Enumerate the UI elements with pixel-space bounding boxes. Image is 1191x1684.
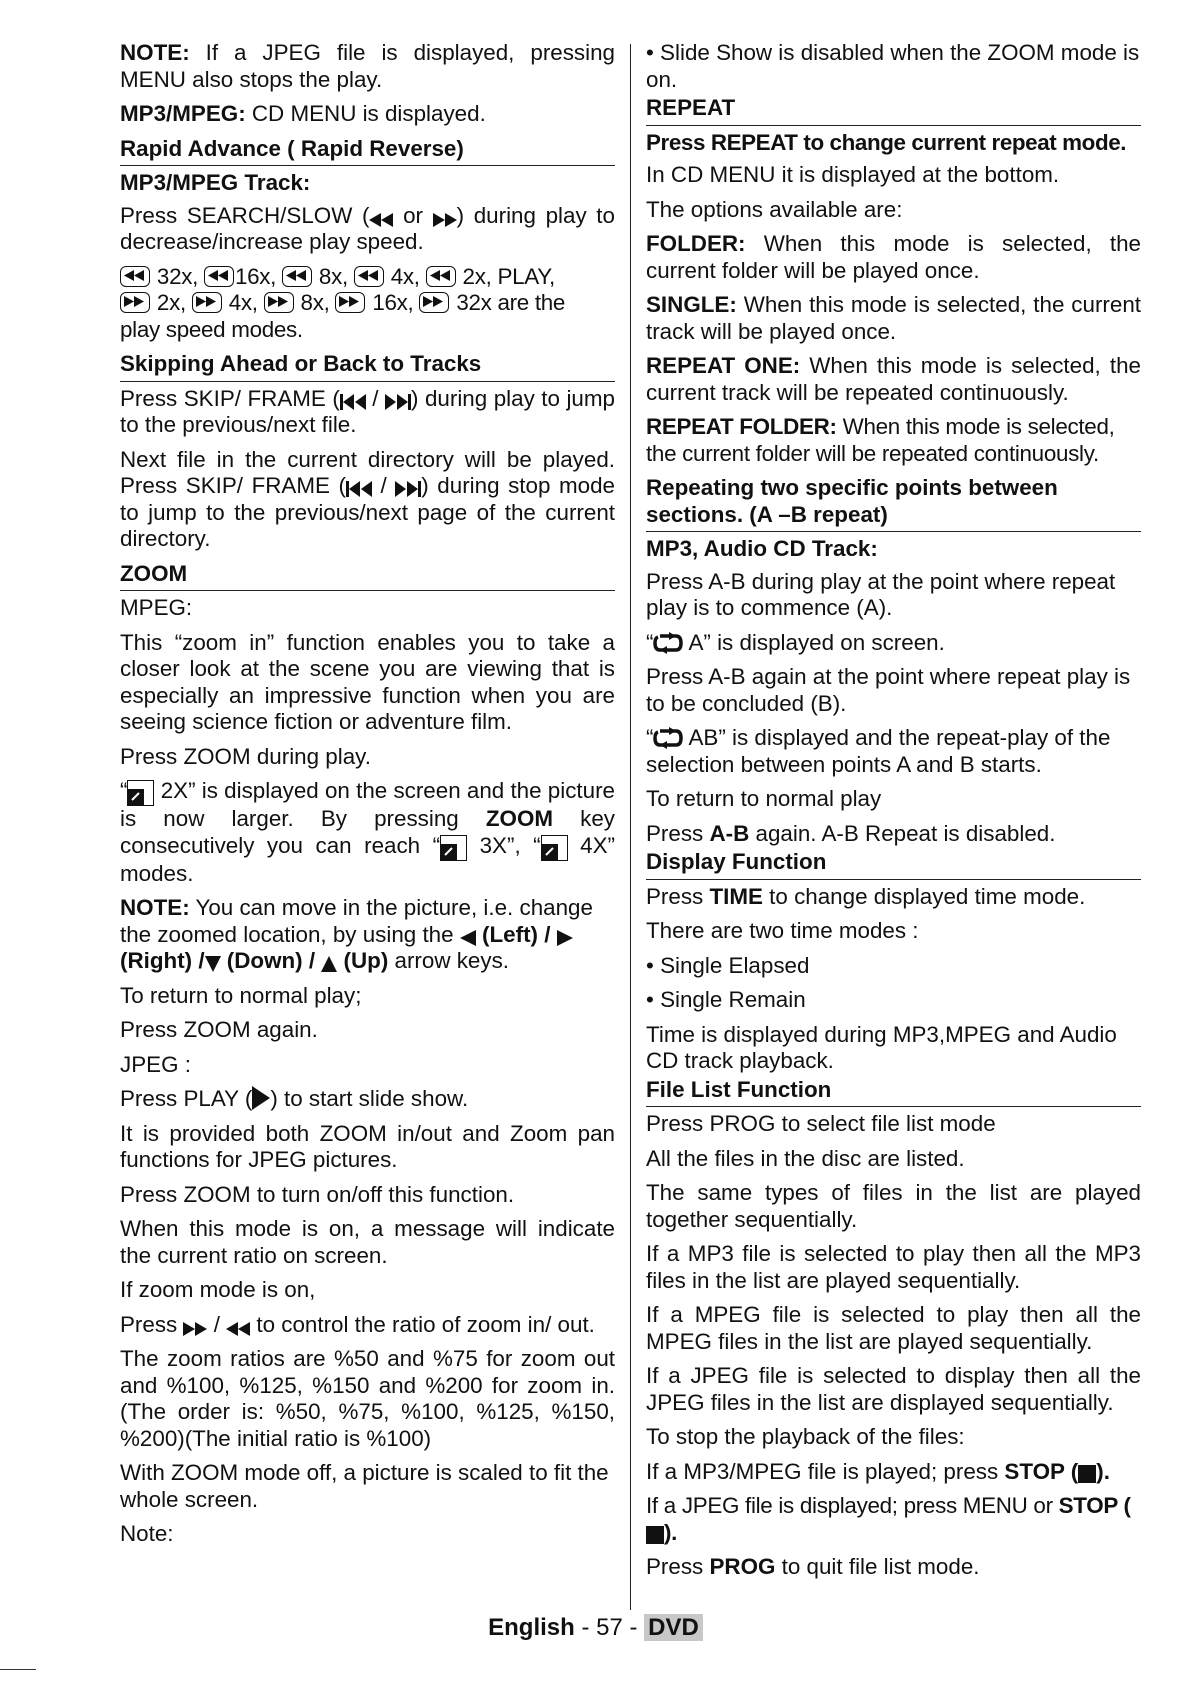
fast-forward-key-icon: [120, 292, 150, 313]
skip-previous-icon: [346, 481, 372, 497]
zoom-icon: [127, 780, 154, 806]
footer-page-number: - 57 -: [574, 1614, 645, 1641]
note-label: Note:: [120, 1521, 174, 1546]
return-normal-play: To return to normal play;: [120, 982, 362, 1008]
zoom-levels-paragraph: “ 2X” is displayed on the screen and the picture is now larger. By pressing ZOOM key consecutively you can reach “ 3X”, “ 4X” modes.: [120, 778, 615, 886]
zoom-heading: ZOOM: [120, 561, 615, 592]
press-play-slideshow: Press PLAY ( ) to start slide show.: [120, 1086, 469, 1111]
file-list-heading: File List Function: [646, 1077, 1141, 1108]
repeat-icon: [653, 632, 683, 654]
rewind-key-icon: [426, 266, 456, 287]
zoom-ratios: The zoom ratios are %50 and %75 for zoom out and %100, %125, %150 and %200 for zoom in. (The order is: %50, %75, %100, %125, %150, %200)(The initial ratio is %100): [120, 1346, 615, 1451]
if-zoom-mode-on: If zoom mode is on,: [120, 1277, 316, 1302]
right-column: [646, 40, 1141, 1589]
same-types-played: The same types of files in the list are played together sequentially.: [646, 1180, 1141, 1232]
mp3-selected: If a MP3 file is selected to play then all the MP3 files in the list are played sequentially.: [646, 1241, 1141, 1293]
mp3-cd-menu: MP3/MPEG: CD MENU is displayed.: [120, 101, 486, 126]
ab-displayed: “ AB” is displayed and the repeat-play of the selection between points A and B starts.: [646, 725, 1111, 777]
note-jpeg-menu: NOTE: If a JPEG file is displayed, pressing MENU also stops the play.: [120, 40, 615, 92]
to-stop-playback: To stop the playback of the files:: [646, 1424, 965, 1449]
fast-forward-key-icon: [419, 292, 449, 313]
rewind-icon: [226, 1322, 250, 1336]
options-available: The options available are:: [646, 196, 903, 222]
mpeg-label: MPEG:: [120, 595, 193, 620]
speed-modes: 32x, 16x, 8x, 4x, 2x, PLAY, 2x, 4x, 8x, 16x, 32x are the play speed modes.: [120, 263, 566, 342]
press-zoom-during-play: Press ZOOM during play.: [120, 743, 371, 769]
repeat-heading: REPEAT: [646, 95, 1141, 126]
quit-file-list: Press PROG to quit file list mode.: [646, 1554, 980, 1579]
mpeg-selected: If a MPEG file is selected to play then all the MPEG files in the list are played sequentially.: [646, 1302, 1141, 1354]
zoom-icon: [440, 835, 467, 861]
single-option: SINGLE: When this mode is selected, the current track will be played once.: [646, 292, 1141, 344]
skip-next-icon: [385, 394, 411, 410]
fast-forward-icon: [183, 1322, 207, 1336]
repeat-one-option: REPEAT ONE: When this mode is selected, the current track will be repeated continuously.: [646, 353, 1141, 405]
press-ab-commence: Press A-B during play at the point where repeat play is to commence (A).: [646, 568, 1116, 620]
mp3-audio-cd-subheading: MP3, Audio CD Track:: [646, 536, 878, 561]
skipping-heading: Skipping Ahead or Back to Tracks: [120, 351, 615, 382]
stop-icon: [646, 1526, 664, 1544]
fast-forward-icon: [433, 213, 457, 227]
play-icon: [252, 1086, 270, 1110]
press-zoom-toggle: Press ZOOM to turn on/off this function.: [120, 1181, 515, 1207]
time-mode-item: • Single Remain: [646, 987, 806, 1012]
mp3-mpeg-track-subheading: MP3/MPEG Track:: [120, 170, 311, 195]
mode-on-message: When this mode is on, a message will indicate the current ratio on screen.: [120, 1216, 615, 1268]
rewind-key-icon: [354, 266, 384, 287]
column-divider: [630, 44, 631, 1610]
bullet: •: [646, 987, 661, 1012]
rapid-advance-heading: Rapid Advance ( Rapid Reverse): [120, 136, 615, 167]
return-normal-play-right: To return to normal play: [646, 786, 882, 811]
arrow-right-icon: [557, 930, 573, 946]
press-time: Press TIME to change displayed time mode.: [646, 883, 1086, 909]
zoom-icon: [541, 835, 568, 861]
arrow-down-icon: [205, 956, 221, 972]
rewind-icon: [369, 213, 393, 227]
repeat-icon: [653, 727, 683, 749]
ab-repeat-heading: Repeating two specific points between sections. (A –B repeat): [646, 475, 1141, 532]
time-mode-item: • Single Elapsed: [646, 952, 810, 978]
jpeg-stop: If a JPEG file is displayed; press MENU or STOP ().: [646, 1493, 1131, 1545]
skip-previous-icon: [340, 394, 366, 410]
arrow-up-icon: [321, 956, 337, 972]
press-prog-select: Press PROG to select file list mode: [646, 1111, 996, 1136]
rewind-key-icon: [120, 266, 150, 287]
left-column: [120, 40, 615, 1556]
cd-menu-bottom: In CD MENU it is displayed at the bottom.: [646, 162, 1060, 187]
arrow-keys-note: NOTE: You can move in the picture, i.e. change the zoomed location, by using the (Left) / (Right) / (Down) / (Up) arrow keys.: [120, 895, 593, 973]
slideshow-disabled: • Slide Show is disabled when the ZOOM mode is on.: [646, 40, 1140, 92]
zoom-description: This “zoom in” function enables you to take a closer look at the scene you are viewing that is especially an impressive function when you are seeing science fiction or adventure film.: [120, 629, 615, 734]
page-footer: [0, 1614, 1191, 1642]
folder-option: FOLDER: When this mode is selected, the current folder will be played once.: [646, 231, 1141, 283]
a-displayed: “ A” is displayed on screen.: [646, 629, 945, 655]
press-ab-conclude: Press A-B again at the point where repeat play is to be concluded (B).: [646, 664, 1131, 716]
zoom-off-scaled: With ZOOM mode off, a picture is scaled to fit the whole screen.: [120, 1460, 609, 1512]
press-zoom-again: Press ZOOM again.: [120, 1017, 318, 1042]
repeat-subheading: Press REPEAT to change current repeat mode.: [646, 129, 1127, 155]
repeat-folder-option: REPEAT FOLDER: When this mode is selected, the current folder will be repeated continuously.: [646, 414, 1115, 466]
arrow-left-icon: [460, 930, 476, 946]
jpeg-selected: If a JPEG file is selected to display then all the JPEG files in the list are displayed sequentially.: [646, 1363, 1141, 1415]
stop-icon: [1078, 1465, 1096, 1483]
bullet: •: [646, 952, 661, 978]
footer-section-badge: DVD: [644, 1614, 703, 1641]
corner-rule: [0, 1669, 36, 1670]
fast-forward-key-icon: [264, 292, 294, 313]
skip-next-icon: [395, 481, 421, 497]
zoom-pan-provided: It is provided both ZOOM in/out and Zoom pan functions for JPEG pictures.: [120, 1120, 615, 1172]
mp3-stop: If a MP3/MPEG file is played; press STOP ( ).: [646, 1458, 1110, 1484]
display-function-heading: Display Function: [646, 849, 1141, 880]
rewind-key-icon: [282, 266, 312, 287]
fast-forward-key-icon: [192, 292, 222, 313]
time-displayed: Time is displayed during MP3,MPEG and Audio CD track playback.: [646, 1021, 1117, 1073]
control-ratio-paragraph: Press / to control the ratio of zoom in/ out.: [120, 1311, 595, 1337]
press-ab-disable: Press A-B again. A-B Repeat is disabled.: [646, 820, 1056, 846]
jpeg-label: JPEG :: [120, 1051, 191, 1077]
next-file-paragraph: Next file in the current directory will be played. Press SKIP/ FRAME ( / ) during stop mode to jump to the previous/next page of the current directory.: [120, 446, 615, 551]
skip-frame-paragraph: Press SKIP/ FRAME ( / ) during play to jump to the previous/next file.: [120, 385, 615, 437]
rewind-key-icon: [204, 266, 234, 287]
all-files-listed: All the files in the disc are listed.: [646, 1145, 965, 1171]
footer-language: English: [488, 1614, 575, 1641]
search-slow-paragraph: Press SEARCH/SLOW ( or ) during play to decrease/increase play speed.: [120, 202, 615, 254]
two-time-modes: There are two time modes :: [646, 918, 919, 943]
fast-forward-key-icon: [335, 292, 365, 313]
